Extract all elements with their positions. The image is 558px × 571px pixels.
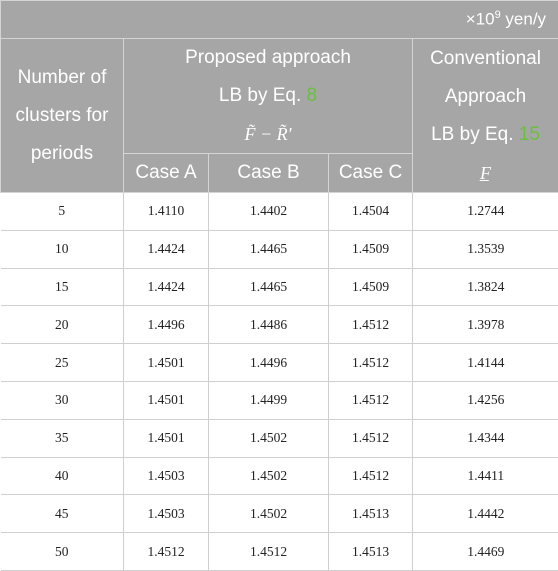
conventional-cell: 1.4469 xyxy=(413,533,558,571)
clusters-cell: 25 xyxy=(1,344,124,382)
case-c-header: Case C xyxy=(329,154,413,193)
proposed-lb: LB by Eq. 8 xyxy=(124,77,412,115)
conventional-cell: 1.4344 xyxy=(413,419,558,457)
conventional-cell: 1.4144 xyxy=(413,344,558,382)
case-b-cell: 1.4499 xyxy=(209,381,329,419)
conventional-cell: 1.4256 xyxy=(413,381,558,419)
case-a-cell: 1.4512 xyxy=(124,533,209,571)
proposed-header xyxy=(124,39,413,154)
clusters-header-line: clusters for xyxy=(1,97,123,135)
case-a-cell: 1.4424 xyxy=(124,230,209,268)
equation-ref-link[interactable]: 8 xyxy=(307,85,318,106)
conventional-formula: F̲ xyxy=(413,154,558,192)
case-b-cell: 1.4465 xyxy=(209,268,329,306)
clusters-header xyxy=(1,39,124,193)
case-b-cell: 1.4465 xyxy=(209,230,329,268)
table-row xyxy=(1,381,558,419)
clusters-cell: 50 xyxy=(1,533,124,571)
case-c-cell: 1.4513 xyxy=(329,495,413,533)
table-row xyxy=(1,344,558,382)
case-c-cell: 1.4512 xyxy=(329,306,413,344)
table-row xyxy=(1,268,558,306)
table-row xyxy=(1,495,558,533)
case-a-cell: 1.4501 xyxy=(124,381,209,419)
table-row xyxy=(1,193,558,231)
clusters-cell: 35 xyxy=(1,419,124,457)
case-b-cell: 1.4502 xyxy=(209,419,329,457)
clusters-cell: 10 xyxy=(1,230,124,268)
conventional-cell: 1.3978 xyxy=(413,306,558,344)
table-row xyxy=(1,419,558,457)
proposed-formula: F̃ − R̃′ xyxy=(124,115,412,153)
case-c-cell: 1.4512 xyxy=(329,344,413,382)
case-a-cell: 1.4110 xyxy=(124,193,209,231)
case-c-cell: 1.4509 xyxy=(329,230,413,268)
case-c-cell: 1.4509 xyxy=(329,268,413,306)
case-b-cell: 1.4402 xyxy=(209,193,329,231)
case-a-cell: 1.4503 xyxy=(124,495,209,533)
proposed-title: Proposed approach xyxy=(124,39,412,77)
table-body xyxy=(1,193,558,571)
conventional-cell: 1.3539 xyxy=(413,230,558,268)
clusters-cell: 45 xyxy=(1,495,124,533)
conventional-title-line2: Approach xyxy=(413,78,558,116)
conventional-title-line1: Conventional xyxy=(413,40,558,78)
case-a-cell: 1.4496 xyxy=(124,306,209,344)
case-c-cell: 1.4512 xyxy=(329,381,413,419)
table-row xyxy=(1,230,558,268)
unit-label: $\times 10^9$ yen/y xyxy=(1,1,558,39)
case-a-cell: 1.4501 xyxy=(124,419,209,457)
clusters-cell: 30 xyxy=(1,381,124,419)
conventional-cell: 1.3824 xyxy=(413,268,558,306)
case-a-cell: 1.4501 xyxy=(124,344,209,382)
conventional-lb: LB by Eq. 15 xyxy=(413,116,558,154)
case-b-cell: 1.4502 xyxy=(209,457,329,495)
case-b-cell: 1.4502 xyxy=(209,495,329,533)
conventional-cell: 1.2744 xyxy=(413,193,558,231)
case-b-cell: 1.4496 xyxy=(209,344,329,382)
table-row xyxy=(1,457,558,495)
case-c-cell: 1.4504 xyxy=(329,193,413,231)
case-b-header: Case B xyxy=(209,154,329,193)
case-b-cell: 1.4512 xyxy=(209,533,329,571)
case-c-cell: 1.4513 xyxy=(329,533,413,571)
conventional-cell: 1.4411 xyxy=(413,457,558,495)
case-c-cell: 1.4512 xyxy=(329,457,413,495)
case-a-header: Case A xyxy=(124,154,209,193)
clusters-header-line: Number of xyxy=(1,59,123,97)
clusters-cell: 15 xyxy=(1,268,124,306)
clusters-header-line: periods xyxy=(1,135,123,173)
case-a-cell: 1.4503 xyxy=(124,457,209,495)
clusters-cell: 40 xyxy=(1,457,124,495)
clusters-cell: 20 xyxy=(1,306,124,344)
conventional-cell: 1.4442 xyxy=(413,495,558,533)
equation-ref-link[interactable]: 15 xyxy=(519,124,540,145)
table-row xyxy=(1,306,558,344)
clusters-cell: 5 xyxy=(1,193,124,231)
case-c-cell: 1.4512 xyxy=(329,419,413,457)
case-a-cell: 1.4424 xyxy=(124,268,209,306)
conventional-header xyxy=(413,39,558,193)
case-b-cell: 1.4486 xyxy=(209,306,329,344)
